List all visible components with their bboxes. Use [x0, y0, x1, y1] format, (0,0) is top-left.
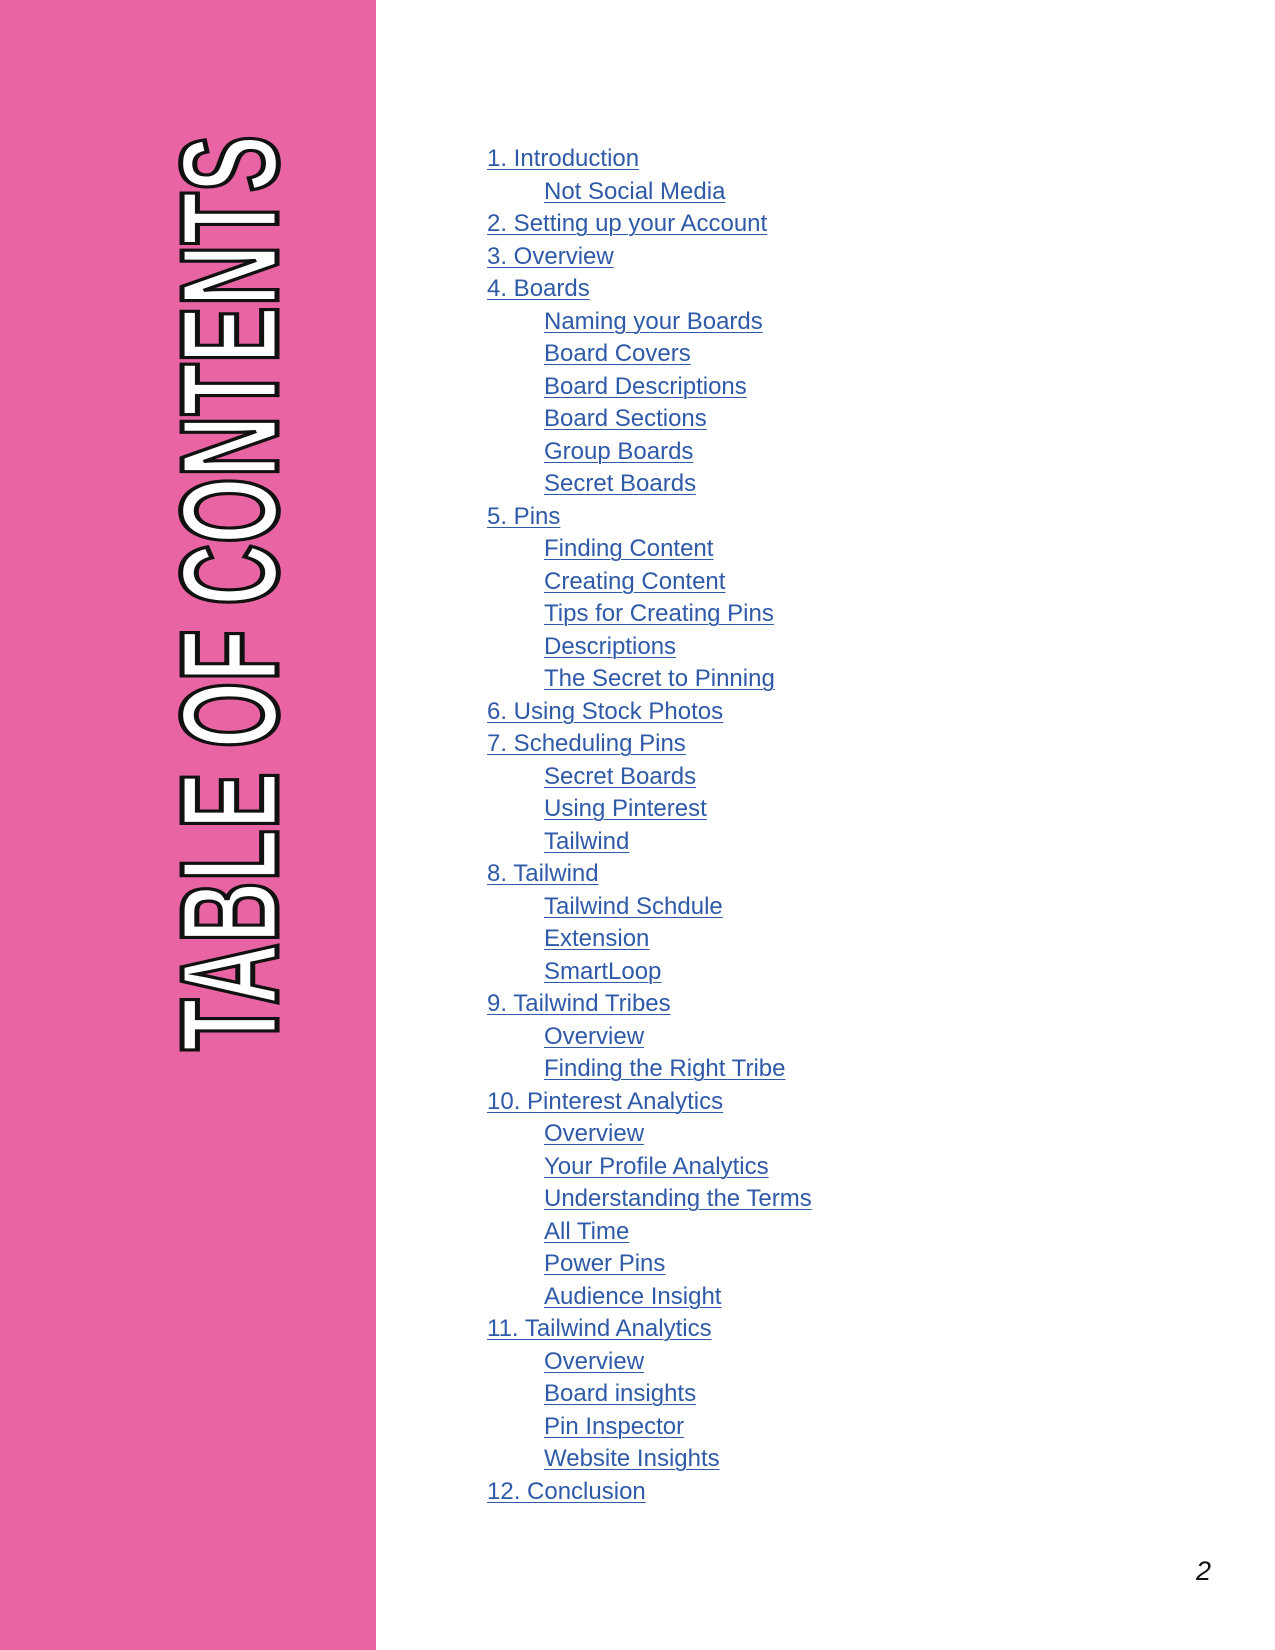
- toc-subentry: [487, 1281, 812, 1314]
- toc-link[interactable]: Overview: [544, 1022, 645, 1050]
- toc-subentry: [487, 923, 812, 956]
- toc-link[interactable]: 3. Overview: [487, 242, 614, 270]
- toc-link[interactable]: Creating Content: [544, 567, 726, 595]
- toc-link[interactable]: Using Pinterest: [544, 795, 707, 822]
- toc-link[interactable]: Finding Content: [544, 535, 714, 562]
- toc-subentry: [487, 566, 812, 599]
- toc-subentry: [487, 761, 812, 794]
- toc-link[interactable]: Descriptions: [544, 632, 677, 660]
- toc-entry: [487, 273, 812, 306]
- toc-link[interactable]: 6. Using Stock Photos: [487, 697, 724, 725]
- toc-subentry: [487, 533, 812, 566]
- toc-link[interactable]: 12. Conclusion: [487, 1477, 646, 1505]
- toc-subentry: [487, 1183, 812, 1216]
- toc-subentry: [487, 176, 812, 209]
- toc-link[interactable]: The Secret to Pinning: [544, 665, 775, 692]
- toc-link[interactable]: Tailwind: [544, 827, 630, 855]
- toc-link[interactable]: Board Covers: [544, 340, 691, 367]
- toc-entry: [487, 858, 812, 891]
- toc-subentry: [487, 1378, 812, 1411]
- toc-link[interactable]: 8. Tailwind: [487, 860, 599, 887]
- toc-link[interactable]: Secret Boards: [544, 470, 697, 497]
- toc-entry: [487, 241, 812, 274]
- toc-subentry: [487, 306, 812, 339]
- table-of-contents: [487, 143, 812, 1508]
- toc-subentry: [487, 826, 812, 859]
- toc-subentry: [487, 598, 812, 631]
- toc-link[interactable]: 7. Scheduling Pins: [487, 730, 686, 757]
- toc-link[interactable]: SmartLoop: [544, 957, 662, 985]
- toc-link[interactable]: Tips for Creating Pins: [544, 600, 774, 627]
- page-title-text: TABLE OF CONTENTS: [153, 135, 307, 1051]
- page-title: [153, 0, 307, 1332]
- toc-link[interactable]: 11. Tailwind Analytics: [487, 1315, 712, 1342]
- toc-entry: [487, 728, 812, 761]
- toc-link[interactable]: Understanding the Terms: [544, 1185, 812, 1212]
- toc-entry: [487, 988, 812, 1021]
- toc-subentry: [487, 956, 812, 989]
- toc-subentry: [487, 403, 812, 436]
- toc-subentry: [487, 338, 812, 371]
- toc-entry: [487, 501, 812, 534]
- toc-link[interactable]: Website Insights: [544, 1445, 720, 1472]
- toc-link[interactable]: Tailwind Schdule: [544, 892, 723, 920]
- toc-link[interactable]: Secret Boards: [544, 762, 697, 790]
- toc-subentry: [487, 631, 812, 664]
- toc-link[interactable]: Audience Insight: [544, 1282, 722, 1310]
- page-number: 2: [1196, 1556, 1212, 1586]
- toc-subentry: [487, 436, 812, 469]
- toc-link[interactable]: Group Boards: [544, 437, 694, 465]
- toc-subentry: [487, 891, 812, 924]
- toc-link[interactable]: Pin Inspector: [544, 1412, 685, 1440]
- toc-subentry: [487, 1021, 812, 1054]
- toc-link[interactable]: Extension: [544, 925, 650, 952]
- toc-subentry: [487, 1053, 812, 1086]
- toc-link[interactable]: 4. Boards: [487, 275, 590, 302]
- toc-link[interactable]: Overview: [544, 1120, 645, 1147]
- toc-subentry: [487, 1411, 812, 1444]
- toc-link[interactable]: Your Profile Analytics: [544, 1152, 769, 1180]
- toc-subentry: [487, 1216, 812, 1249]
- sidebar-panel: [0, 0, 376, 1650]
- toc-link[interactable]: 1. Introduction: [487, 145, 640, 172]
- toc-link[interactable]: Board Descriptions: [544, 372, 747, 400]
- toc-entry: [487, 696, 812, 729]
- toc-subentry: [487, 1248, 812, 1281]
- toc-subentry: [487, 1118, 812, 1151]
- toc-link[interactable]: 10. Pinterest Analytics: [487, 1087, 724, 1115]
- toc-entry: [487, 1313, 812, 1346]
- toc-link[interactable]: 9. Tailwind Tribes: [487, 990, 671, 1017]
- toc-link[interactable]: Naming your Boards: [544, 307, 763, 335]
- toc-subentry: [487, 1151, 812, 1184]
- toc-subentry: [487, 793, 812, 826]
- toc-subentry: [487, 468, 812, 501]
- toc-link[interactable]: Board insights: [544, 1380, 697, 1407]
- toc-link[interactable]: Power Pins: [544, 1250, 666, 1277]
- toc-entry: [487, 208, 812, 241]
- toc-entry: [487, 1476, 812, 1509]
- toc-link[interactable]: Finding the Right Tribe: [544, 1055, 786, 1082]
- toc-link[interactable]: All Time: [544, 1217, 630, 1245]
- toc-link[interactable]: Not Social Media: [544, 177, 726, 205]
- toc-subentry: [487, 1346, 812, 1379]
- toc-subentry: [487, 371, 812, 404]
- toc-subentry: [487, 663, 812, 696]
- toc-entry: [487, 143, 812, 176]
- toc-link[interactable]: 5. Pins: [487, 502, 561, 530]
- toc-entry: [487, 1086, 812, 1119]
- toc-subentry: [487, 1443, 812, 1476]
- toc-link[interactable]: 2. Setting up your Account: [487, 210, 768, 237]
- toc-link[interactable]: Overview: [544, 1347, 645, 1375]
- toc-link[interactable]: Board Sections: [544, 405, 707, 432]
